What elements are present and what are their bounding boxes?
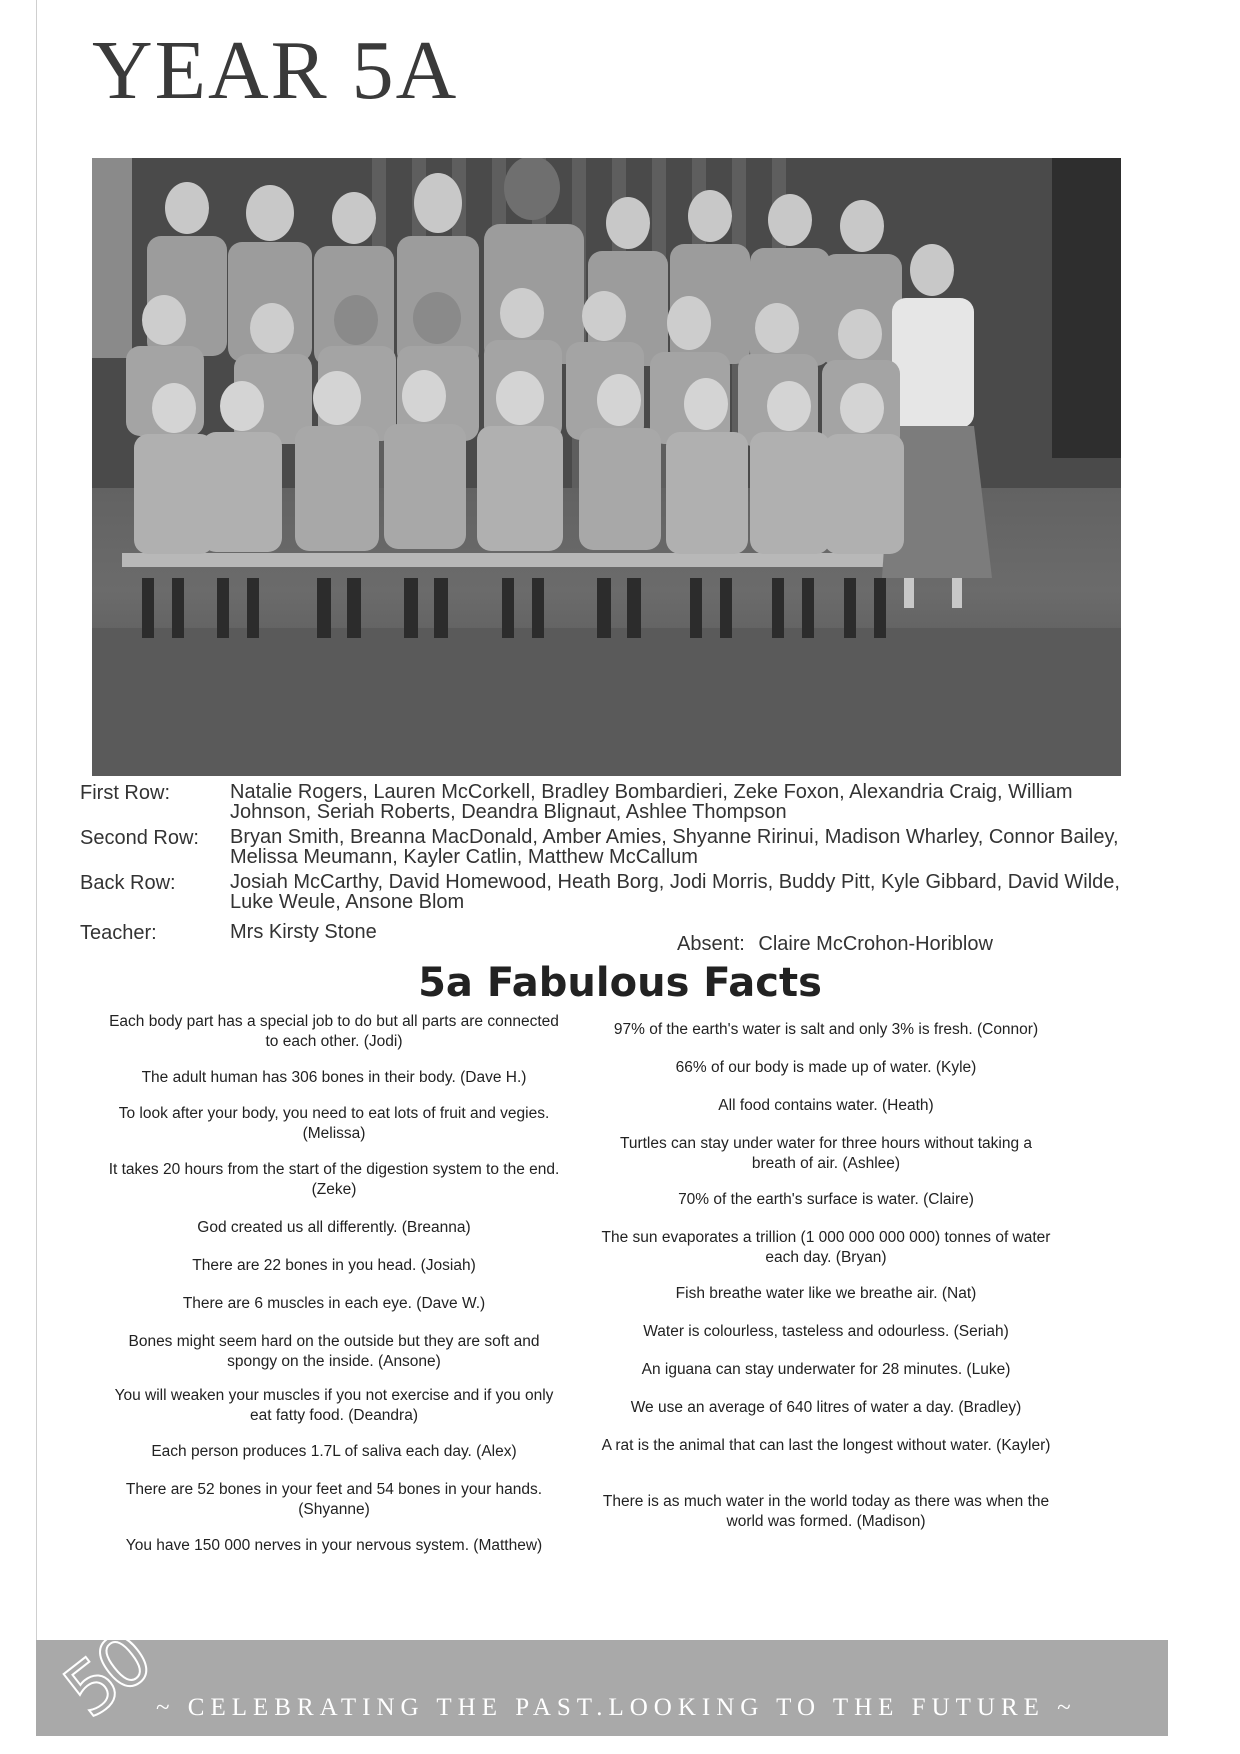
teacher-name: Mrs Kirsty Stone [230,921,377,943]
first-row-label: First Row: [80,782,170,804]
fact-item: A rat is the animal that can last the longest without water. (Kayler) [601,1437,1051,1454]
fact-item: It takes 20 hours from the start of the digestion system to the end. (Zeke) [108,1161,560,1198]
absent-line [677,933,993,956]
footer-banner [36,1618,1168,1736]
fact-item: Bones might seem hard on the outside but they are soft and spongy on the inside. (Ansone) [128,1333,540,1370]
fact-item: The adult human has 306 bones in their body. (Dave H.) [141,1069,527,1086]
second-row-label: Second Row: [80,827,199,849]
back-row-label: Back Row: [80,872,176,894]
page-number: 50 [48,1618,164,1734]
fact-item: Each body part has a special job to do but all parts are connected to each other. (Jodi) [109,1013,559,1050]
fact-item: There are 6 muscles in each eye. (Dave W.) [182,1295,486,1312]
fact-item: All food contains water. (Heath) [718,1097,934,1114]
class-photo [92,158,1121,776]
back-row-list: Josiah McCarthy, David Homewood, Heath Borg, Jodi Morris, Buddy Pitt, Kyle Gibbard, David Wilde, Luke Weule, Ansone Blom [230,871,1120,913]
fact-item: An iguana can stay underwater for 28 minutes. (Luke) [641,1361,1011,1378]
fact-item: There are 22 bones in you head. (Josiah) [192,1257,476,1274]
fact-item: To look after your body, you need to eat lots of fruit and vegies. (Melissa) [118,1105,550,1142]
fact-item: 70% of the earth's surface is water. (Claire) [678,1191,974,1208]
fact-item: The sun evaporates a trillion (1 000 000 000 000) tonnes of water each day. (Bryan) [601,1229,1051,1266]
absent-label: Absent: [677,933,745,955]
class-photo-illustration [92,158,1121,776]
fact-item: Turtles can stay under water for three hours without taking a breath of air. (Ashlee) [619,1135,1033,1172]
fact-item: We use an average of 640 litres of water a day. (Bradley) [630,1399,1022,1416]
fact-item: You will weaken your muscles if you not exercise and if you only eat fatty food. (Deandra) [114,1387,554,1424]
fact-item: Water is colourless, tasteless and odourless. (Seriah) [643,1323,1009,1340]
fact-item: You have 150 000 nerves in your nervous system. (Matthew) [125,1537,543,1554]
teacher-label: Teacher: [80,922,157,944]
facts-heading: 5a Fabulous Facts [418,960,822,1006]
fact-item: There are 52 bones in your feet and 54 bones in your hands. (Shyanne) [125,1481,543,1518]
second-row-list: Bryan Smith, Breanna MacDonald, Amber Amies, Shyanne Ririnui, Madison Wharley, Connor Bailey, Melissa Meumann, Kayler Catlin, Matthew McCallum [230,826,1119,868]
fact-item: Fish breathe water like we breathe air. (Nat) [675,1285,977,1302]
first-row-list: Natalie Rogers, Lauren McCorkell, Bradley Bombardieri, Zeke Foxon, Alexandria Craig, William Johnson, Seriah Roberts, Deandra Blignaut, Ashlee Thompson [230,781,1073,823]
absent-name: Claire McCrohon-Horiblow [758,933,993,955]
fact-item: God created us all differently. (Breanna) [197,1219,471,1236]
page-title: YEAR 5A [92,24,459,117]
fact-item: 97% of the earth's water is salt and only 3% is fresh. (Connor) [613,1021,1039,1038]
footer-tagline: ~ CELEBRATING THE PAST.LOOKING TO THE FUTURE ~ [156,1694,1077,1721]
fact-item: Each person produces 1.7L of saliva each day. (Alex) [151,1443,517,1460]
fact-item: There is as much water in the world today as there was when the world was formed. (Madison) [602,1493,1050,1530]
fact-item: 66% of our body is made up of water. (Kyle) [675,1059,977,1076]
page-edge-rule [36,0,37,1640]
